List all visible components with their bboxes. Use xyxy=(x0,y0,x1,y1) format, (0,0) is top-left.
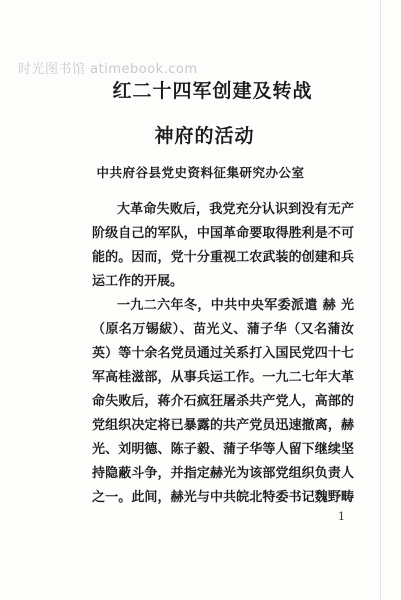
body-line: 运工作的开展。 xyxy=(92,274,184,289)
body-line: 党组织决定将已暴露的共产党员迅速撤离，赫 xyxy=(92,418,354,433)
body-line: （原名万锡紱）、苗光义、蒲子华（又名蒲汝 xyxy=(92,322,354,337)
article-title-line-1: 红二十四军创建及转战 xyxy=(112,80,313,102)
body-line: 阶级自己的军队，中国革命要取得胜利是不可 xyxy=(92,226,354,241)
body-line: 英）等十余名党员通过关系打入国民党四十七 xyxy=(92,346,354,361)
body-line: 命失败后，蒋介石疯狂屠杀共产党人，高部的 xyxy=(92,394,354,409)
body-line: 军高桂滋部，从事兵运工作。一九二七年大革 xyxy=(92,370,354,385)
watermark: 时光图书馆 atimebook.com xyxy=(18,62,198,77)
body-line: 大革命失败后，我党充分认识到没有无产 xyxy=(117,202,354,217)
body-line: 光、刘明德、陈子毅、蒲子华等人留下继续坚 xyxy=(92,442,354,457)
body-line: 持隐蔽斗争，并指定赫光为该部党组织负责人 xyxy=(92,466,354,481)
body-line: 一九二六年冬，中共中央军委派遣 赫 光 xyxy=(117,298,354,313)
body-line: 能的。因而，党十分重视工农武装的创建和兵 xyxy=(92,250,354,265)
body-line: 之一。此间，赫光与中共皖北特委书记魏野畴 xyxy=(92,490,354,505)
author-organization: 中共府谷县党史资料征集研究办公室 xyxy=(96,165,305,180)
article-title-line-2: 神府的活动 xyxy=(154,125,255,147)
page-number: 1 xyxy=(338,510,345,523)
